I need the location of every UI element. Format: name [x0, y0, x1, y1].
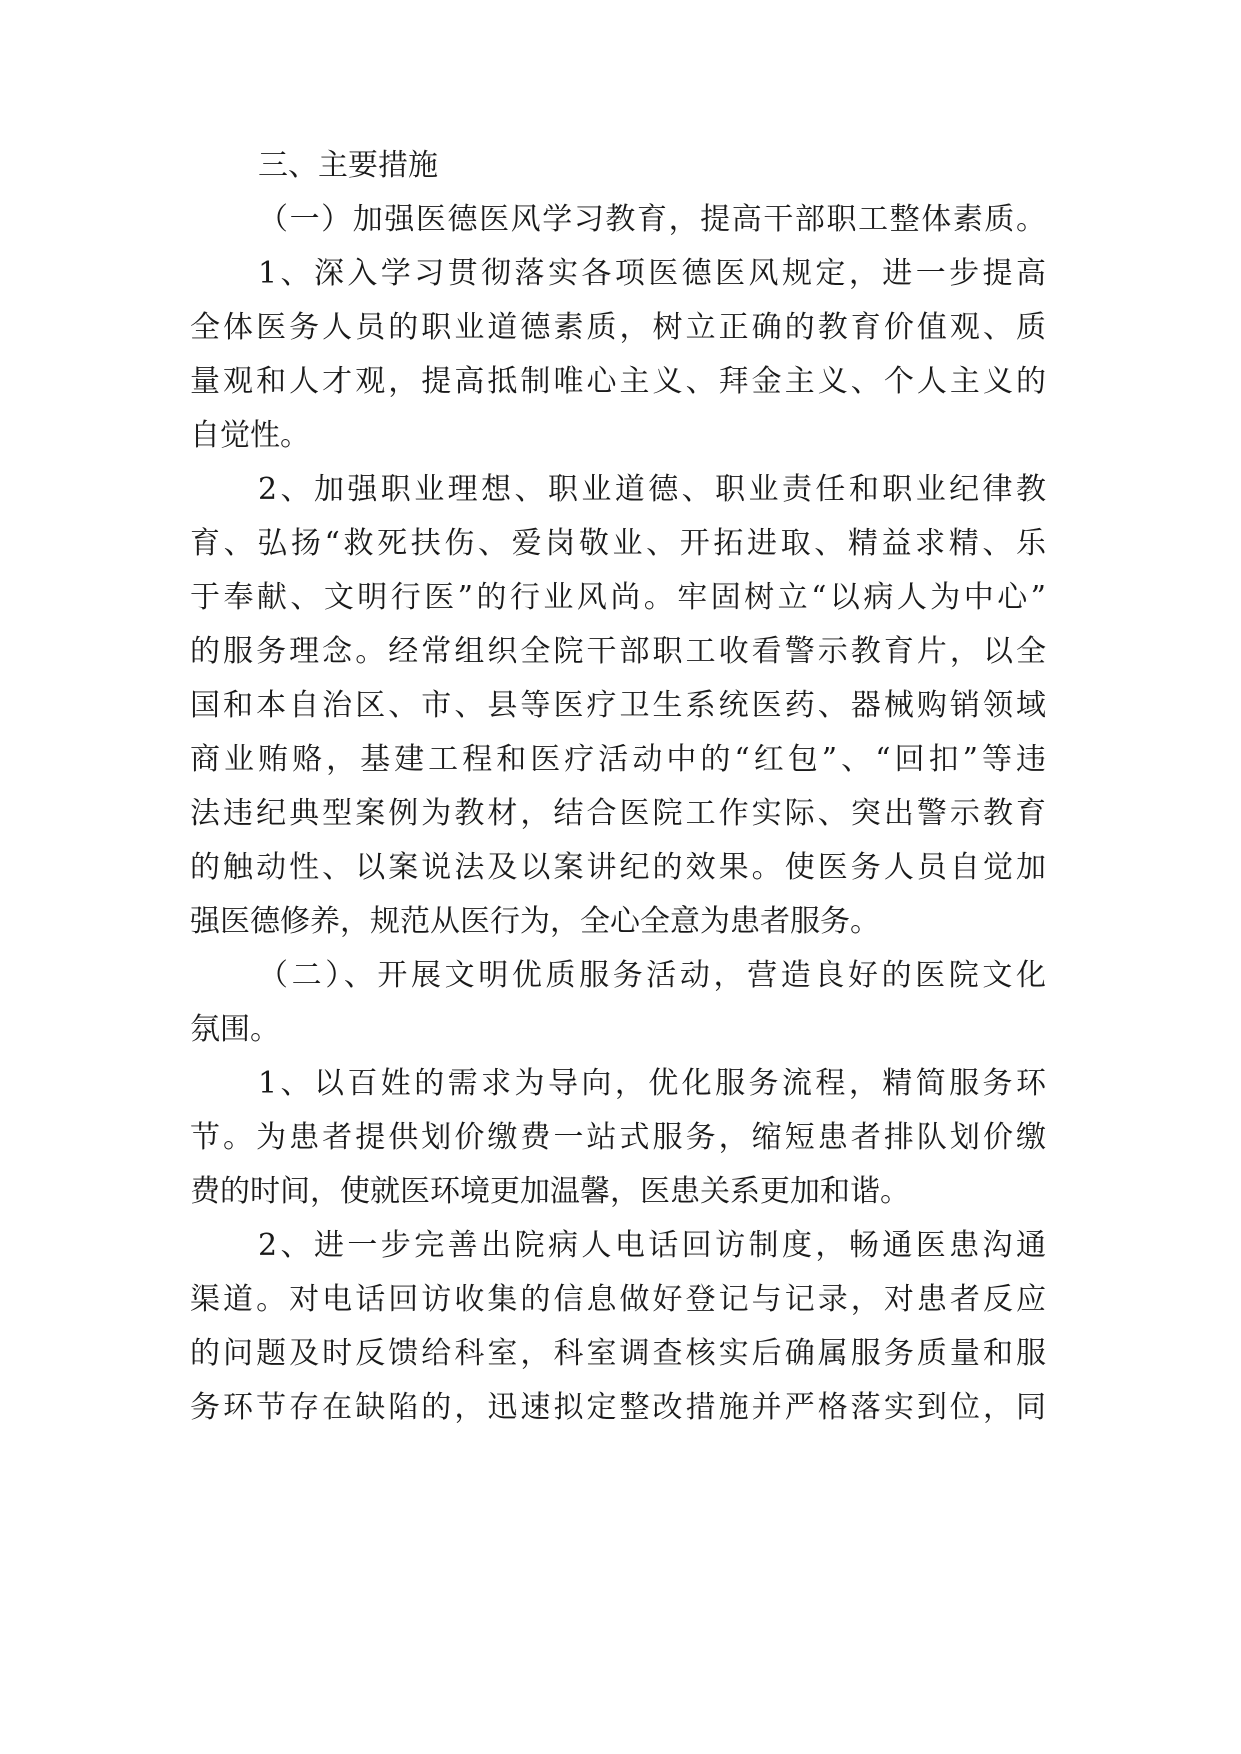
paragraph-line: 氛围。 [190, 1012, 280, 1047]
section-heading: 三、主要措施 [258, 148, 438, 183]
paragraph-line: 的问题及时反馈给科室，科室调查核实后确属服务质量和服 [190, 1336, 1046, 1371]
paragraph-line: 量观和人才观，提高抵制唯心主义、拜金主义、个人主义的 [190, 364, 1046, 399]
paragraph-line: 2、进一步完善出院病人电话回访制度，畅通医患沟通 [258, 1228, 1046, 1263]
paragraph-line: 1、深入学习贯彻落实各项医德医风规定，进一步提高 [258, 256, 1046, 291]
paragraph-line: 于奉献、文明行医”的行业风尚。牢固树立“以病人为中心” [190, 580, 1046, 615]
paragraph-line: 渠道。对电话回访收集的信息做好登记与记录，对患者反应 [190, 1282, 1046, 1317]
paragraph-line: 强医德修养，规范从医行为，全心全意为患者服务。 [190, 904, 880, 939]
paragraph-line: 育、弘扬“救死扶伤、爱岗敬业、开拓进取、精益求精、乐 [190, 526, 1046, 561]
paragraph-line: 费的时间，使就医环境更加温馨，医患关系更加和谐。 [190, 1174, 910, 1209]
paragraph-line: 的触动性、以案说法及以案讲纪的效果。使医务人员自觉加 [190, 850, 1046, 885]
paragraph-line: 自觉性。 [190, 418, 310, 453]
paragraph-line: 节。为患者提供划价缴费一站式服务，缩短患者排队划价缴 [190, 1120, 1046, 1155]
paragraph-line: 2、加强职业理想、职业道德、职业责任和职业纪律教 [258, 472, 1046, 507]
paragraph-line: 法违纪典型案例为教材，结合医院工作实际、突出警示教育 [190, 796, 1046, 831]
paragraph-line: 的服务理念。经常组织全院干部职工收看警示教育片，以全 [190, 634, 1046, 669]
paragraph-line: 1、以百姓的需求为导向，优化服务流程，精简服务环 [258, 1066, 1046, 1101]
paragraph-line: 全体医务人员的职业道德素质，树立正确的教育价值观、质 [190, 310, 1046, 345]
subsection-heading-1: （一）加强医德医风学习教育，提高干部职工整体素质。 [258, 202, 1046, 237]
paragraph-line: 国和本自治区、市、县等医疗卫生系统医药、器械购销领域 [190, 688, 1046, 723]
paragraph-line: 务环节存在缺陷的，迅速拟定整改措施并严格落实到位，同 [190, 1390, 1046, 1425]
paragraph-line: 商业贿赂，基建工程和医疗活动中的“红包”、“回扣”等违 [190, 742, 1046, 777]
subsection-heading-2: （二）、开展文明优质服务活动，营造良好的医院文化 [258, 958, 1046, 993]
